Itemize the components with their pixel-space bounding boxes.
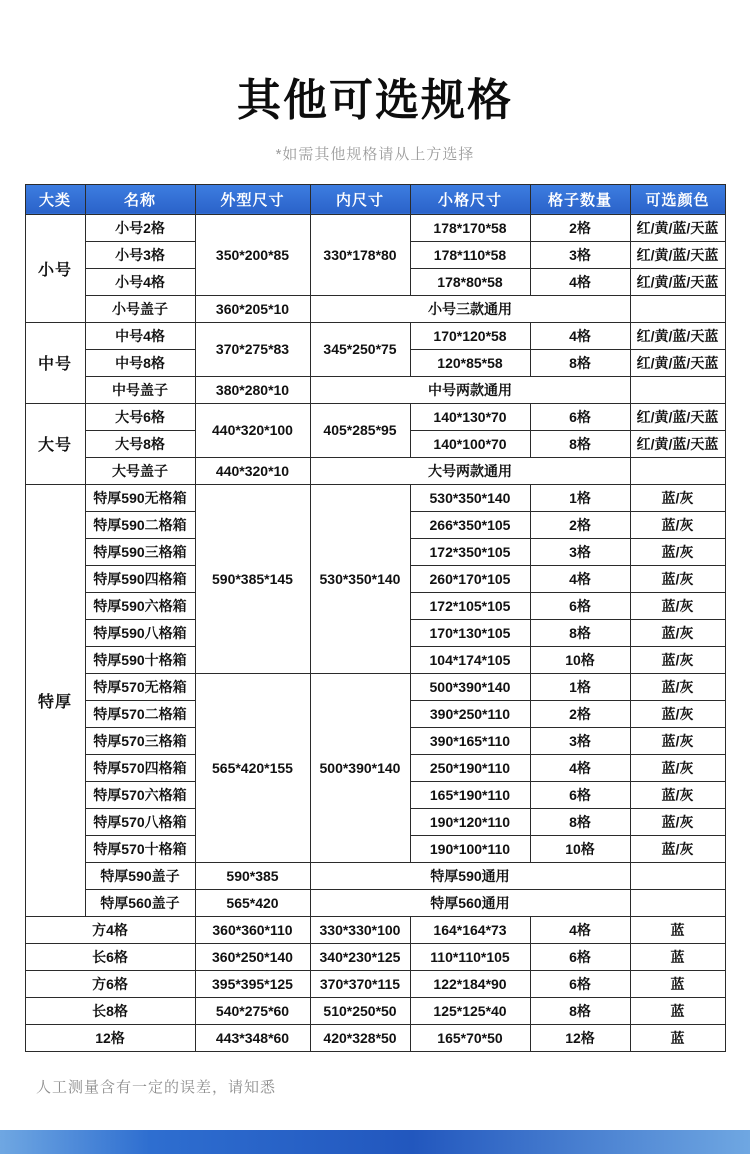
table-row (25, 457, 725, 484)
spec-cell: 2格 (530, 511, 630, 538)
spec-cell: 178*80*58 (410, 268, 530, 295)
table-header-cell: 格子数量 (530, 184, 630, 214)
spec-cell: 特厚590四格箱 (85, 565, 195, 592)
spec-cell: 蓝 (630, 916, 725, 943)
table-row (25, 916, 725, 943)
spec-cell: 蓝/灰 (630, 727, 725, 754)
spec-cell: 140*130*70 (410, 403, 530, 430)
spec-cell: 红/黄/蓝/天蓝 (630, 268, 725, 295)
spec-cell: 190*100*110 (410, 835, 530, 862)
spec-cell: 特厚570十格箱 (85, 835, 195, 862)
spec-cell: 6格 (530, 970, 630, 997)
spec-cell: 蓝 (630, 970, 725, 997)
spec-cell: 565*420 (195, 889, 310, 916)
spec-cell: 大号两款通用 (310, 457, 630, 484)
spec-cell: 方4格 (25, 916, 195, 943)
spec-cell: 190*120*110 (410, 808, 530, 835)
spec-cell: 170*120*58 (410, 322, 530, 349)
spec-cell: 8格 (530, 997, 630, 1024)
spec-cell: 特厚570二格箱 (85, 700, 195, 727)
spec-cell: 500*390*140 (310, 673, 410, 862)
spec-cell: 120*85*58 (410, 349, 530, 376)
table-row (25, 484, 725, 511)
spec-cell: 510*250*50 (310, 997, 410, 1024)
spec-cell: 370*275*83 (195, 322, 310, 376)
spec-cell: 8格 (530, 349, 630, 376)
spec-cell: 红/黄/蓝/天蓝 (630, 403, 725, 430)
spec-cell (630, 376, 725, 403)
spec-cell: 蓝 (630, 997, 725, 1024)
spec-cell: 178*170*58 (410, 214, 530, 241)
spec-cell: 蓝/灰 (630, 565, 725, 592)
spec-cell: 4格 (530, 754, 630, 781)
spec-table-body (25, 214, 725, 1051)
table-row (25, 1024, 725, 1051)
spec-cell: 172*105*105 (410, 592, 530, 619)
footer-note: 人工测量含有一定的误差，请知悉 (36, 1078, 277, 1096)
spec-cell: 3格 (530, 241, 630, 268)
table-row (25, 889, 725, 916)
spec-cell: 260*170*105 (410, 565, 530, 592)
spec-cell: 165*70*50 (410, 1024, 530, 1051)
spec-cell: 小号4格 (85, 268, 195, 295)
spec-cell: 6格 (530, 403, 630, 430)
spec-cell: 特厚570八格箱 (85, 808, 195, 835)
spec-cell: 4格 (530, 322, 630, 349)
spec-cell: 特厚590六格箱 (85, 592, 195, 619)
spec-cell: 特厚570三格箱 (85, 727, 195, 754)
spec-cell: 蓝/灰 (630, 754, 725, 781)
spec-cell: 8格 (530, 808, 630, 835)
spec-cell: 特厚590三格箱 (85, 538, 195, 565)
spec-cell: 330*330*100 (310, 916, 410, 943)
spec-cell: 大号8格 (85, 430, 195, 457)
spec-cell: 380*280*10 (195, 376, 310, 403)
table-header-cell: 内尺寸 (310, 184, 410, 214)
page-subtitle: *如需其他规格请从上方选择 (275, 145, 475, 163)
table-header-cell: 可选颜色 (630, 184, 725, 214)
spec-cell: 蓝/灰 (630, 619, 725, 646)
table-row (25, 403, 725, 430)
page-title: 其他可选规格 (237, 76, 513, 125)
table-row (25, 997, 725, 1024)
spec-cell: 特厚590八格箱 (85, 619, 195, 646)
spec-cell: 2格 (530, 700, 630, 727)
spec-cell: 蓝 (630, 943, 725, 970)
spec-cell: 红/黄/蓝/天蓝 (630, 322, 725, 349)
spec-cell: 360*250*140 (195, 943, 310, 970)
spec-cell: 特厚590盖子 (85, 862, 195, 889)
spec-cell: 440*320*100 (195, 403, 310, 457)
spec-cell: 350*200*85 (195, 214, 310, 295)
table-row (25, 943, 725, 970)
spec-cell: 165*190*110 (410, 781, 530, 808)
spec-cell: 蓝/灰 (630, 511, 725, 538)
spec-cell: 443*348*60 (195, 1024, 310, 1051)
bottom-bar (0, 1130, 750, 1154)
spec-cell: 178*110*58 (410, 241, 530, 268)
spec-cell: 345*250*75 (310, 322, 410, 376)
spec-cell: 3格 (530, 538, 630, 565)
spec-cell: 420*328*50 (310, 1024, 410, 1051)
spec-cell: 12格 (25, 1024, 195, 1051)
table-header-cell: 小格尺寸 (410, 184, 530, 214)
spec-cell: 小号盖子 (85, 295, 195, 322)
spec-cell: 540*275*60 (195, 997, 310, 1024)
spec-cell: 440*320*10 (195, 457, 310, 484)
spec-cell: 特厚570无格箱 (85, 673, 195, 700)
table-header-cell: 大类 (25, 184, 85, 214)
spec-cell: 特厚590通用 (310, 862, 630, 889)
table-row (25, 376, 725, 403)
spec-cell: 390*250*110 (410, 700, 530, 727)
spec-cell: 小号三款通用 (310, 295, 630, 322)
table-header-cell: 外型尺寸 (195, 184, 310, 214)
spec-cell: 395*395*125 (195, 970, 310, 997)
spec-cell: 蓝/灰 (630, 484, 725, 511)
spec-cell: 500*390*140 (410, 673, 530, 700)
spec-cell: 蓝/灰 (630, 835, 725, 862)
spec-cell: 122*184*90 (410, 970, 530, 997)
spec-cell: 中号盖子 (85, 376, 195, 403)
spec-cell: 红/黄/蓝/天蓝 (630, 430, 725, 457)
category-cell: 中号 (25, 322, 85, 403)
spec-cell: 中号两款通用 (310, 376, 630, 403)
spec-cell: 大号盖子 (85, 457, 195, 484)
spec-cell: 大号6格 (85, 403, 195, 430)
spec-cell: 390*165*110 (410, 727, 530, 754)
table-row (25, 970, 725, 997)
spec-cell: 特厚560通用 (310, 889, 630, 916)
spec-cell: 330*178*80 (310, 214, 410, 295)
spec-cell: 164*164*73 (410, 916, 530, 943)
spec-cell: 蓝/灰 (630, 538, 725, 565)
spec-cell: 110*110*105 (410, 943, 530, 970)
spec-cell: 12格 (530, 1024, 630, 1051)
spec-cell: 蓝/灰 (630, 808, 725, 835)
spec-cell: 125*125*40 (410, 997, 530, 1024)
spec-cell: 2格 (530, 214, 630, 241)
category-cell: 大号 (25, 403, 85, 484)
spec-cell: 蓝/灰 (630, 592, 725, 619)
spec-cell: 3格 (530, 727, 630, 754)
spec-cell: 170*130*105 (410, 619, 530, 646)
table-row (25, 862, 725, 889)
spec-cell: 蓝/灰 (630, 700, 725, 727)
spec-cell: 蓝 (630, 1024, 725, 1051)
spec-cell: 140*100*70 (410, 430, 530, 457)
table-row (25, 673, 725, 700)
spec-cell: 590*385 (195, 862, 310, 889)
table-header-cell: 名称 (85, 184, 195, 214)
spec-cell: 红/黄/蓝/天蓝 (630, 349, 725, 376)
spec-cell: 蓝/灰 (630, 673, 725, 700)
spec-cell: 565*420*155 (195, 673, 310, 862)
spec-cell: 特厚560盖子 (85, 889, 195, 916)
spec-cell: 蓝/灰 (630, 646, 725, 673)
spec-cell: 红/黄/蓝/天蓝 (630, 241, 725, 268)
spec-cell: 中号4格 (85, 322, 195, 349)
spec-cell: 特厚590无格箱 (85, 484, 195, 511)
table-row (25, 214, 725, 241)
spec-cell: 6格 (530, 781, 630, 808)
spec-cell: 特厚570四格箱 (85, 754, 195, 781)
spec-cell: 172*350*105 (410, 538, 530, 565)
table-row (25, 322, 725, 349)
spec-cell: 1格 (530, 673, 630, 700)
spec-cell: 590*385*145 (195, 484, 310, 673)
spec-cell (630, 889, 725, 916)
spec-cell: 特厚570六格箱 (85, 781, 195, 808)
spec-cell: 530*350*140 (410, 484, 530, 511)
spec-cell: 长6格 (25, 943, 195, 970)
spec-cell: 4格 (530, 268, 630, 295)
spec-cell: 中号8格 (85, 349, 195, 376)
spec-cell: 4格 (530, 916, 630, 943)
spec-cell: 6格 (530, 943, 630, 970)
spec-cell: 8格 (530, 430, 630, 457)
spec-cell (630, 862, 725, 889)
spec-cell: 405*285*95 (310, 403, 410, 457)
table-row (25, 295, 725, 322)
spec-cell: 360*205*10 (195, 295, 310, 322)
spec-cell: 特厚590二格箱 (85, 511, 195, 538)
spec-cell: 340*230*125 (310, 943, 410, 970)
spec-cell: 长8格 (25, 997, 195, 1024)
spec-cell: 250*190*110 (410, 754, 530, 781)
spec-cell: 小号2格 (85, 214, 195, 241)
spec-cell: 10格 (530, 835, 630, 862)
spec-cell (630, 295, 725, 322)
spec-cell: 8格 (530, 619, 630, 646)
spec-cell: 方6格 (25, 970, 195, 997)
spec-table (25, 184, 726, 1052)
spec-cell: 4格 (530, 565, 630, 592)
spec-cell: 360*360*110 (195, 916, 310, 943)
spec-cell: 特厚590十格箱 (85, 646, 195, 673)
category-cell: 小号 (25, 214, 85, 322)
spec-cell: 370*370*115 (310, 970, 410, 997)
spec-cell: 10格 (530, 646, 630, 673)
category-cell: 特厚 (25, 484, 85, 916)
spec-cell: 104*174*105 (410, 646, 530, 673)
spec-cell: 6格 (530, 592, 630, 619)
spec-cell: 1格 (530, 484, 630, 511)
spec-cell: 蓝/灰 (630, 781, 725, 808)
table-header-row (25, 184, 725, 214)
spec-cell: 红/黄/蓝/天蓝 (630, 214, 725, 241)
spec-cell: 530*350*140 (310, 484, 410, 673)
spec-cell: 小号3格 (85, 241, 195, 268)
spec-cell: 266*350*105 (410, 511, 530, 538)
spec-cell (630, 457, 725, 484)
